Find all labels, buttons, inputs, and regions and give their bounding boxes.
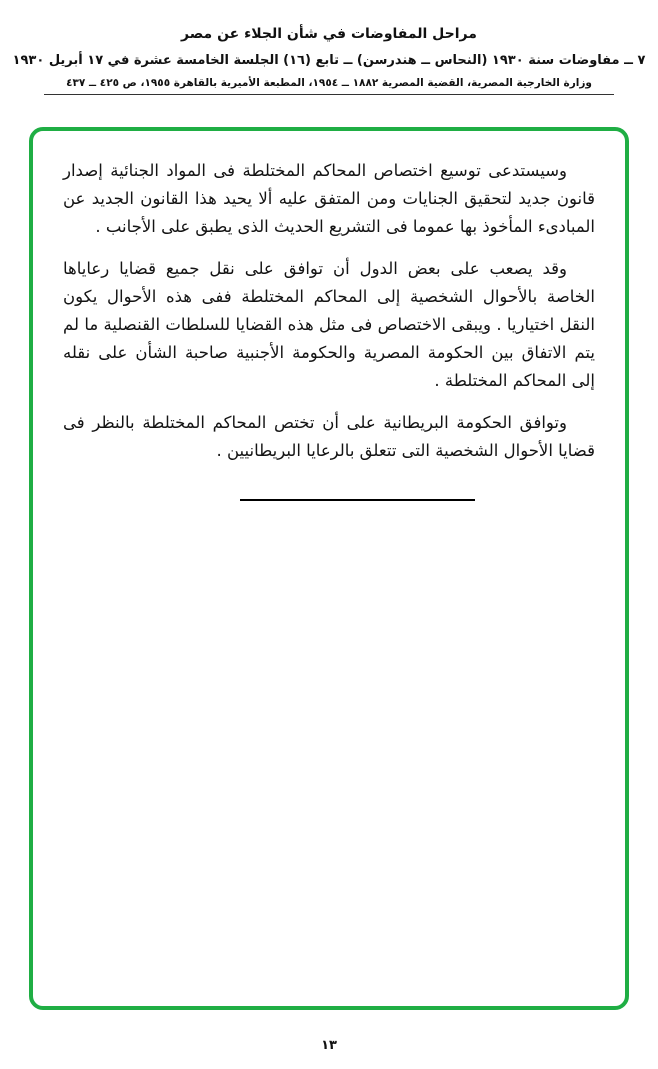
document-subtitle: ٧ ــ مفاوضات سنة ١٩٣٠ (النحاس ــ هندرسن) ــ تابع (١٦) الجلسة الخامسة عشرة في ١٧ أبريل ١٩٣٠	[12, 53, 646, 68]
document-source-line: وزارة الخارجية المصرية، القضية المصرية ١٨٨٢ ــ ١٩٥٤، المطبعة الأميرية بالقاهرة ١٩٥٥، ص ٤٢٥ ــ ٤٣٧	[66, 77, 592, 89]
section-divider	[240, 499, 475, 501]
page-number: ١٣	[321, 1038, 337, 1053]
paragraph-3: وتوافق الحكومة البريطانية على أن تختص المحاكم المختلطة بالنظر فى قضايا الأحوال الشخصية التى تتعلق بالرعايا البريطانيين .	[63, 413, 595, 460]
paragraph-1: وسيستدعى توسيع اختصاص المحاكم المختلطة فى المواد الجنائية إصدار قانون جديد لتحقيق الجنايات ومن المتفق عليه ألا يحيد هذا القانون الجديد عن المبادىء المأخوذ بها عموما فى التشريع الحديث الذى يطبق على الأجانب .	[63, 161, 595, 236]
header-divider	[44, 94, 614, 95]
paragraph-2: وقد يصعب على بعض الدول أن توافق على نقل جميع قضايا رعاياها الخاصة بالأحوال الشخصية إلى المحاكم المختلطة ففى هذه الأحوال يكون النقل اختياريا . ويبقى الاختصاص فى مثل هذه القضايا للسلطات القنصلية ما لم يتم الاتفاق بين الحكومة المصرية والحكومة الأجنبية صاحبة الشأن على نقله إلى المحاكم المختلطة .	[63, 259, 595, 390]
content-border-box	[29, 127, 629, 1010]
document-header	[0, 0, 658, 95]
document-title: مراحل المفاوضات في شأن الجلاء عن مصر	[181, 26, 477, 42]
